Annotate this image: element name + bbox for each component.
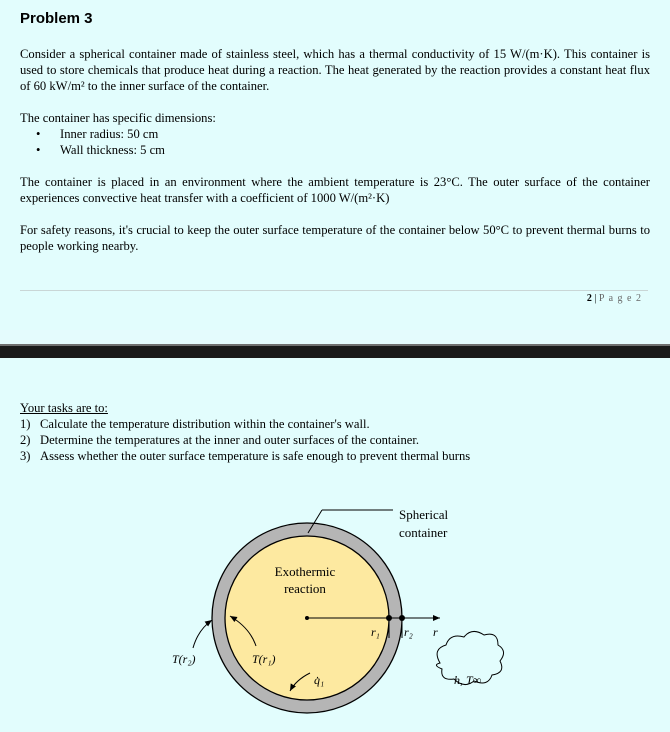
page-number: 2 <box>586 293 592 304</box>
label-t-r1: T(r₁) <box>252 652 276 666</box>
page-break <box>0 346 670 358</box>
page-word: P a g e 2 <box>598 293 642 304</box>
task-text: Determine the temperatures at the inner and outer surfaces of the container. <box>40 433 420 447</box>
r1-dot <box>386 615 392 621</box>
task-text: Assess whether the outer surface temperature is safe enough to prevent thermal burns <box>40 449 471 463</box>
task-number: 1) <box>20 417 31 431</box>
label-h-t: h, T∞ <box>454 673 482 687</box>
dimensions-list <box>20 126 650 158</box>
label-reaction: reaction <box>284 581 326 596</box>
task-text: Calculate the temperature distribution within the container's wall. <box>40 417 370 431</box>
footer-rule <box>20 290 648 291</box>
label-r: r <box>433 625 438 639</box>
page-one <box>0 0 670 330</box>
dimension-inner-radius: • Inner radius: 50 cm <box>20 126 650 142</box>
tasks-heading: Your tasks are to: <box>20 401 108 415</box>
r2-dot <box>399 615 405 621</box>
dimension-wall-thickness: • Wall thickness: 5 cm <box>20 142 650 158</box>
task-number: 2) <box>20 433 31 447</box>
page-separator: | <box>591 293 599 304</box>
label-t-r2: T(r₂) <box>172 652 196 666</box>
label-spherical: Spherical <box>399 507 449 522</box>
intro-paragraph: Consider a spherical container made of stainless steel, which has a thermal conductivity of 15 W/(m·K). This container is used to store chemicals that produce heat during a reaction. The heat generated by the reaction provides a constant heat flux of 60 kW/m² to the inner surface of the container. <box>20 47 650 93</box>
label-r1: r₁ <box>371 625 380 639</box>
page-two <box>0 358 670 732</box>
label-r2: r₂ <box>404 625 413 639</box>
t-r2-arrow <box>193 620 212 648</box>
environment-paragraph: The container is placed in an environment where the ambient temperature is 23°C. The outer surface of the container experiences convective heat transfer with a coefficient of 1000 W/(m²·K) <box>20 175 650 205</box>
dimensions-intro: The container has specific dimensions: <box>20 111 216 125</box>
task-number: 3) <box>20 449 31 463</box>
page-footer <box>587 293 642 304</box>
sphere-diagram <box>0 358 670 732</box>
problem-title: Problem 3 <box>20 10 93 27</box>
dimensions-section <box>20 110 650 158</box>
label-q1: q̇₁ <box>314 673 325 687</box>
label-exothermic: Exothermic <box>274 564 336 579</box>
label-container: container <box>399 525 448 540</box>
safety-paragraph: For safety reasons, it's crucial to keep the outer surface temperature of the container below 50°C to prevent thermal burns to people working nearby. <box>20 223 650 253</box>
